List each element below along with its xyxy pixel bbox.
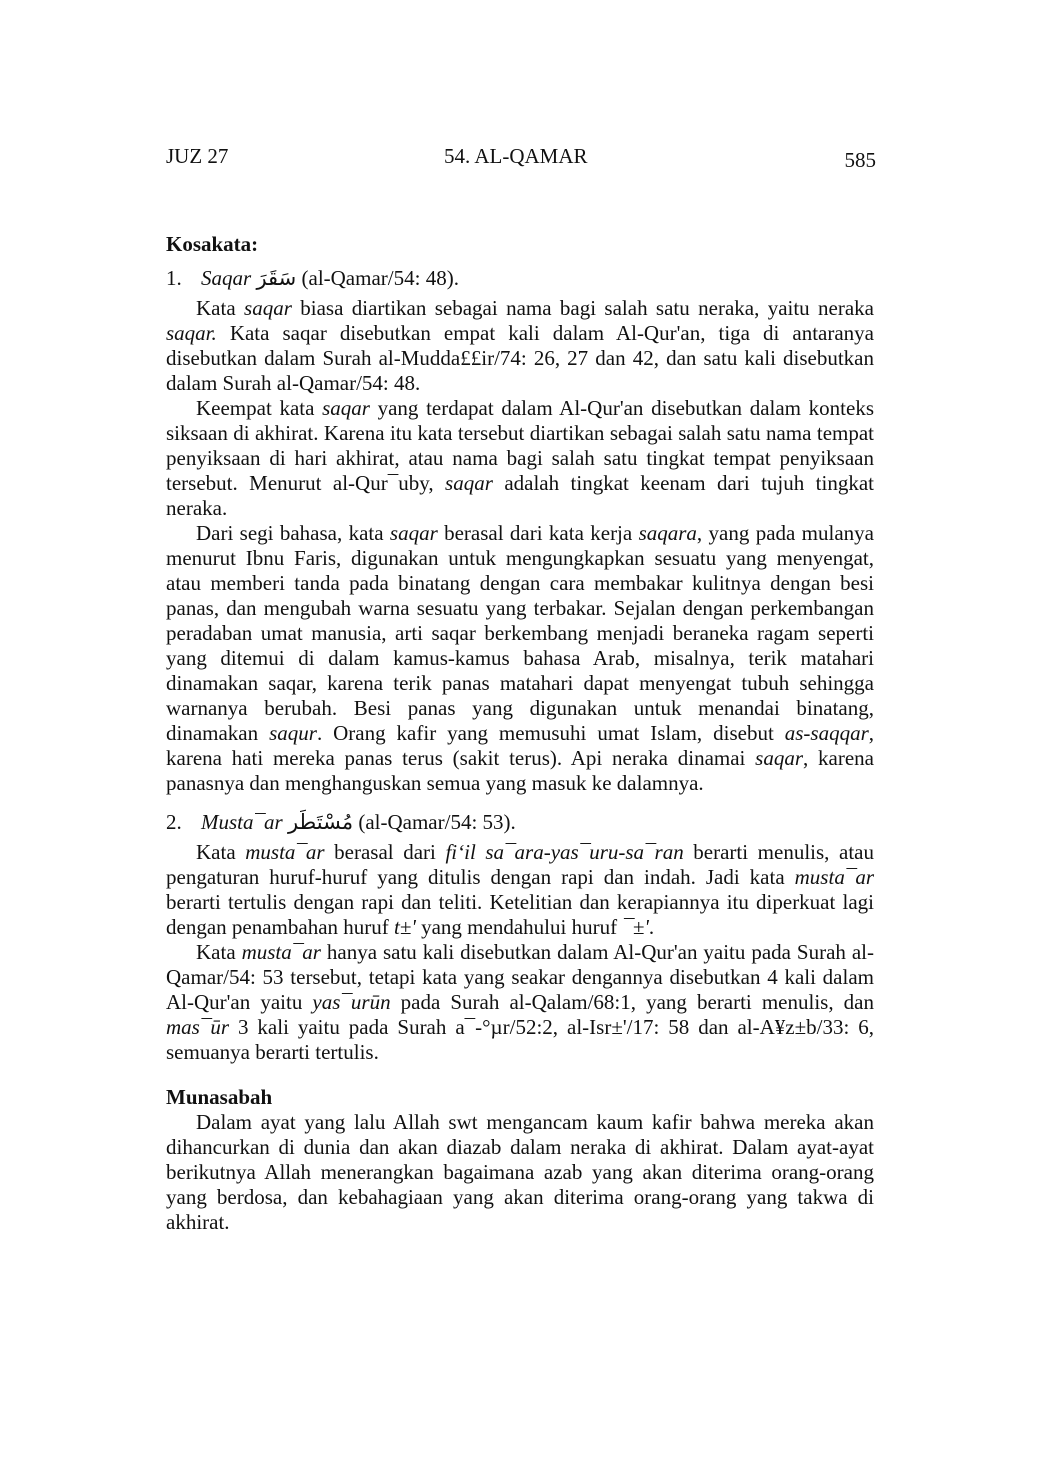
- page-number: 585: [844, 148, 876, 172]
- term-arabic: مُسْتَطَر: [287, 810, 354, 834]
- vocab-term-1: [166, 266, 874, 291]
- term-reference: (al-Qamar/54: 53).: [358, 810, 516, 834]
- paragraph-mustatar-2: Kata musta¯ar hanya satu kali disebutkan dalam Al-Qur'an yaitu pada Surah al-Qamar/54: 53 tersebut, tetapi kata yang seakar dengannya disebutkan 4 kali dalam Al-Qur'an yaitu yas¯urūn pada Surah al-Qalam/68:1, yang berarti menulis, dan mas¯ūr 3 kali yaitu pada Surah a¯-°µr/52:2, al-Isr±'/17: 58 dan al-A¥z±b/33: 6, semuanya berarti tertulis.: [166, 940, 874, 1064]
- paragraph-mustatar-1: Kata musta¯ar berasal dari fi‘il sa¯ara-yas¯uru-sa¯ran berarti menulis, atau pengaturan huruf-huruf yang ditulis dengan rapi dan indah. Jadi kata musta¯ar berarti tertulis dengan rapi dan teliti. Ketelitian dan kerapiannya itu diperkuat lagi dengan penambahan huruf t±' yang mendahului huruf ¯±'.: [166, 840, 874, 939]
- paragraph-saqar-2: Keempat kata saqar yang terdapat dalam Al-Qur'an disebutkan dalam konteks siksaan di akhirat. Karena itu kata tersebut diartikan sebagai salah satu nama tempat penyiksaan di hari akhirat, atau nama bagi salah satu tingkat tempat penyiksaan tersebut. Menurut al-Qur¯uby, saqar adalah tingkat keenam dari tujuh tingkat neraka.: [166, 396, 875, 520]
- munasabah-heading: Munasabah: [166, 1085, 273, 1109]
- vocab-term-2: [166, 810, 874, 835]
- term-transliteration: Musta¯ar: [201, 810, 283, 834]
- page-header: [166, 144, 876, 174]
- paragraph-saqar-1: Kata saqar biasa diartikan sebagai nama bagi salah satu neraka, yaitu neraka saqar. Kata saqar disebutkan empat kali dalam Al-Qur'an, tiga di antaranya disebutkan dalam Surah al-Mudda££ir/74: 26, 27 dan 42, dan satu kali disebutkan dalam Surah al-Qamar/54: 48.: [166, 296, 874, 395]
- surah-title: 54. AL-QAMAR: [444, 144, 588, 168]
- term-reference: (al-Qamar/54: 48).: [301, 266, 459, 290]
- term-number: 1.: [166, 266, 182, 290]
- term-number: 2.: [166, 810, 182, 834]
- juz-label: JUZ 27: [166, 144, 229, 168]
- term-transliteration: Saqar: [201, 266, 252, 290]
- paragraph-saqar-3: Dari segi bahasa, kata saqar berasal dari kata kerja saqara, yang pada mulanya menurut Ibnu Faris, digunakan untuk mengungkapkan sesuatu yang menyengat, atau memberi tanda pada binatang dengan cara membakar kulitnya dengan besi panas, dan mengubah warna sesuatu yang terbakar. Sejalan dengan perkembangan peradaban umat manusia, arti saqar berkembang menjadi beraneka ragam seperti yang ditemui di dalam kamus-kamus bahasa Arab, misalnya, terik matahari dinamakan saqar, karena terik panas matahari dapat menyengat tubuh sehingga warnanya berubah. Besi panas yang digunakan untuk menandai binatang, dinamakan saqur. Orang kafir yang memusuhi umat Islam, disebut as-saqqar, karena hati mereka panas terus (sakit terus). Api neraka dinamai saqar, karena panasnya dan menghanguskan semua yang masuk ke dalamnya.: [166, 521, 874, 795]
- term-arabic: سَقَرَ: [256, 266, 297, 290]
- paragraph-munasabah: Dalam ayat yang lalu Allah swt mengancam kaum kafir bahwa mereka akan dihancurkan di dunia dan akan diazab dalam neraka di akhirat. Dalam ayat-ayat berikutnya Allah menerangkan bagaimana azab yang akan diterima orang-orang yang berdosa, dan kebahagiaan yang akan diterima orang-orang yang takwa di akhirat.: [166, 1110, 874, 1234]
- page-body: [166, 232, 874, 1235]
- kosakata-heading: Kosakata:: [166, 232, 259, 256]
